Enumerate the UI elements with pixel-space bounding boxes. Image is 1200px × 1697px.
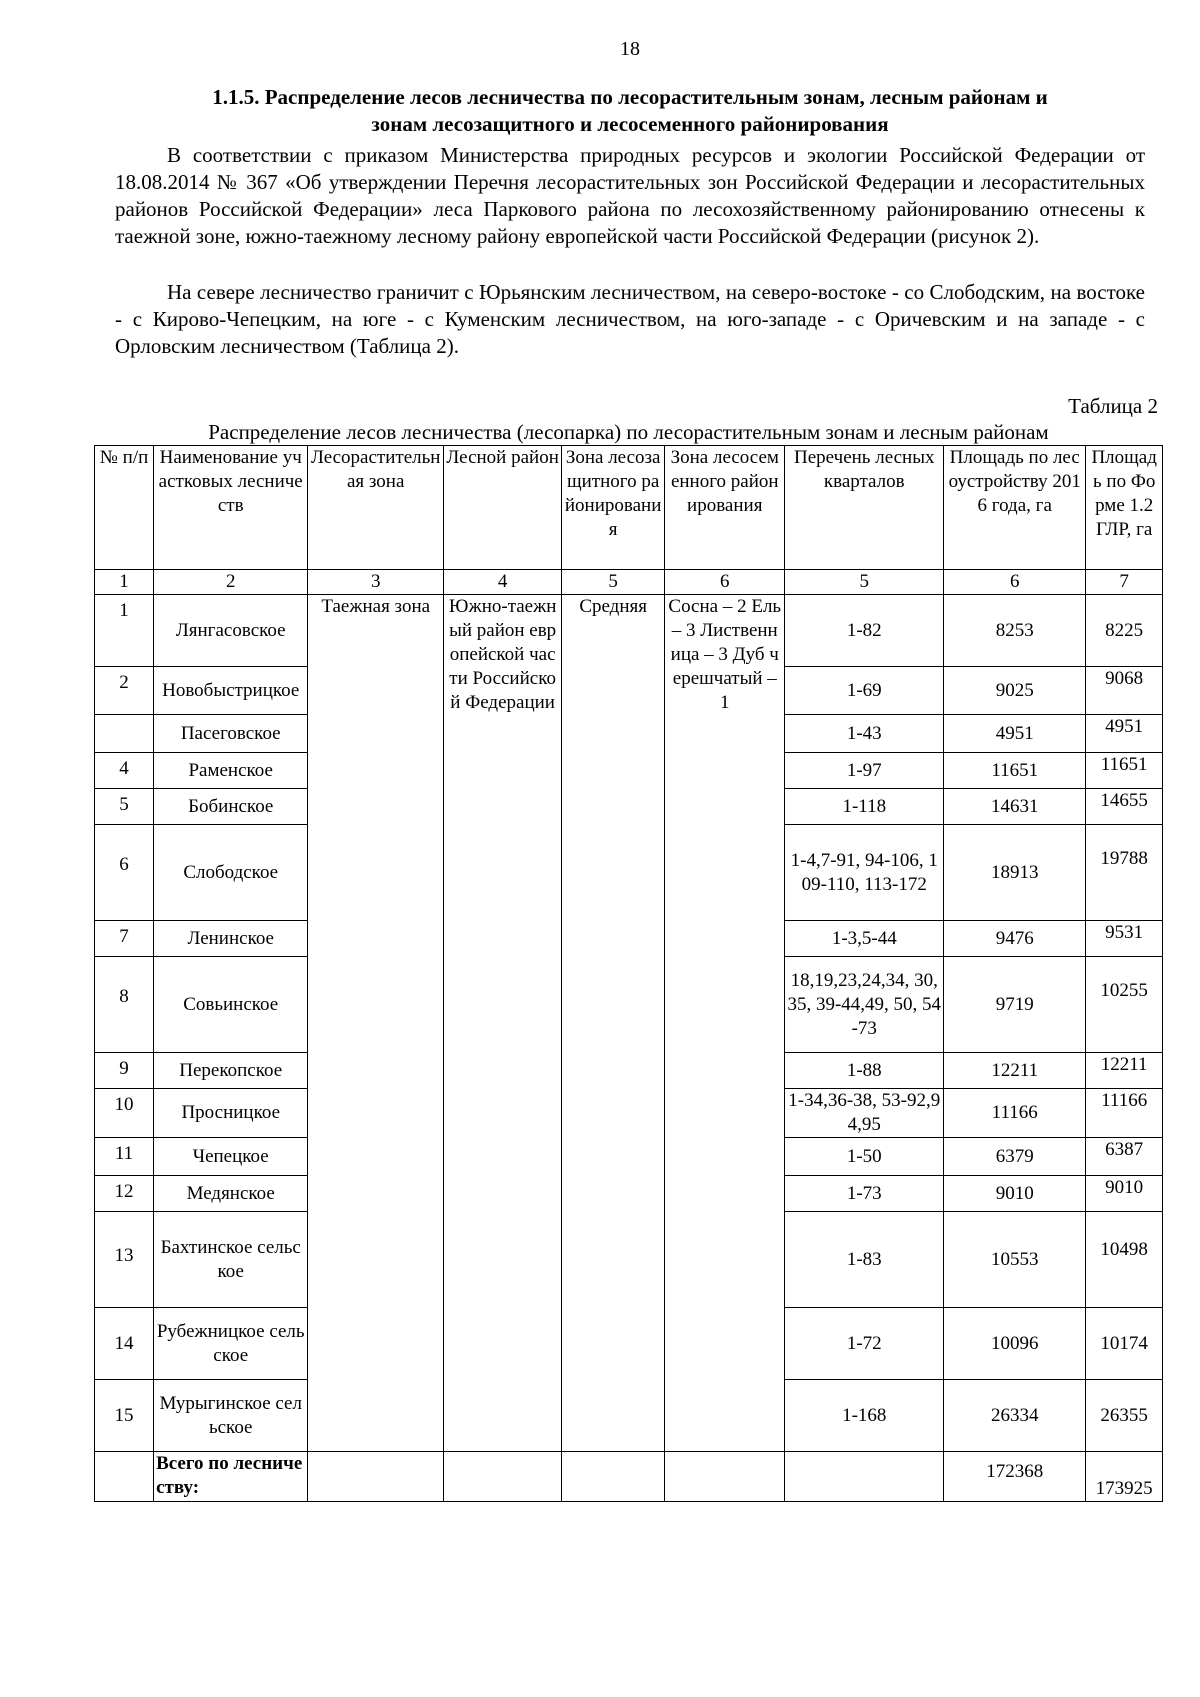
row-name: Слободское <box>154 825 308 921</box>
header-area-2016: Площадь по лесоустройству 2016 года, га <box>944 446 1086 570</box>
row-quarters: 1-168 <box>785 1380 944 1452</box>
row-area-glr: 10174 <box>1086 1308 1163 1380</box>
header-seed-zone: Зона лесосеменного районирования <box>665 446 785 570</box>
total-district <box>444 1452 562 1502</box>
row-number: 11 <box>95 1138 154 1176</box>
row-number: 9 <box>95 1053 154 1089</box>
row-number: 12 <box>95 1176 154 1212</box>
row-area-2016: 4951 <box>944 715 1086 753</box>
column-number: 5 <box>562 570 665 595</box>
row-area-glr: 4951 <box>1086 715 1163 753</box>
row-name: Ленинское <box>154 921 308 957</box>
header-district: Лесной район <box>444 446 562 570</box>
row-quarters: 1-72 <box>785 1308 944 1380</box>
row-area-glr: 9531 <box>1086 921 1163 957</box>
column-number: 3 <box>308 570 444 595</box>
total-zone <box>308 1452 444 1502</box>
row-number: 14 <box>95 1308 154 1380</box>
column-number: 2 <box>154 570 308 595</box>
column-number: 4 <box>444 570 562 595</box>
row-name: Чепецкое <box>154 1138 308 1176</box>
total-quarters <box>785 1452 944 1502</box>
row-number: 4 <box>95 753 154 789</box>
table-row <box>95 595 1163 667</box>
row-number <box>95 715 154 753</box>
row-area-glr: 10498 <box>1086 1212 1163 1308</box>
row-area-glr: 26355 <box>1086 1380 1163 1452</box>
header-quarters: Перечень лесных кварталов <box>785 446 944 570</box>
column-number: 6 <box>944 570 1086 595</box>
total-row <box>95 1452 1163 1502</box>
row-area-2016: 9025 <box>944 667 1086 715</box>
total-label: Всего по лесничеству: <box>154 1452 308 1502</box>
row-area-glr: 9068 <box>1086 667 1163 715</box>
row-number: 13 <box>95 1212 154 1308</box>
row-number: 7 <box>95 921 154 957</box>
row-area-2016: 14631 <box>944 789 1086 825</box>
total-seed-zone <box>665 1452 785 1502</box>
row-number: 2 <box>95 667 154 715</box>
column-number: 6 <box>665 570 785 595</box>
row-area-2016: 12211 <box>944 1053 1086 1089</box>
row-area-2016: 9476 <box>944 921 1086 957</box>
paragraph-borders: На севере лесничество граничит с Юрьянским лесничеством, на северо-востоке - со Слободским, на востоке - с Кирово-Чепецким, на юге - с Куменским лесничеством, на юго-западе - с Оричевским и на западе - с Орловским лесничеством (Таблица 2). <box>115 280 1145 358</box>
row-number: 8 <box>95 957 154 1053</box>
row-quarters: 1-50 <box>785 1138 944 1176</box>
row-name: Рубежницкое сельское <box>154 1308 308 1380</box>
row-number: 10 <box>95 1089 154 1138</box>
zone-cell: Таежная зона <box>308 595 444 1452</box>
table-caption: Распределение лесов лесничества (лесопарка) по лесорастительным зонам и лесным районам <box>208 420 1049 444</box>
row-quarters: 1-3,5-44 <box>785 921 944 957</box>
row-quarters: 1-69 <box>785 667 944 715</box>
forest-distribution-table <box>94 445 1163 1502</box>
district-cell: Южно-таежный район европейской части Российской Федерации <box>444 595 562 1452</box>
header-zone: Лесорастительная зона <box>308 446 444 570</box>
paragraph-regulation: В соответствии с приказом Министерства природных ресурсов и экологии Российской Федерации от 18.08.2014 № 367 «Об утверждении Перечня лесорастительных зон Российской Федерации и лесорастительных районов Российской Федерации» леса Паркового района по лесохозяйственному районированию отнесены к таежной зоне, южно-таежному лесному району европейской части Российской Федерации (рисунок 2). <box>115 143 1145 248</box>
row-area-glr: 19788 <box>1086 825 1163 921</box>
page-number: 18 <box>620 38 640 60</box>
row-area-glr: 11166 <box>1086 1089 1163 1138</box>
row-number: 1 <box>95 595 154 667</box>
row-area-glr: 10255 <box>1086 957 1163 1053</box>
row-area-2016: 6379 <box>944 1138 1086 1176</box>
header-name: Наименование участковых лесничеств <box>154 446 308 570</box>
row-number: 15 <box>95 1380 154 1452</box>
total-protection-zone <box>562 1452 665 1502</box>
row-quarters: 1-82 <box>785 595 944 667</box>
section-title <box>115 84 1145 138</box>
row-quarters: 1-97 <box>785 753 944 789</box>
row-quarters: 1-83 <box>785 1212 944 1308</box>
seed-zone-cell: Сосна – 2 Ель – 3 Лиственница – 3 Дуб черешчатый – 1 <box>665 595 785 1452</box>
total-area-2016: 172368 <box>944 1452 1086 1502</box>
column-number: 1 <box>95 570 154 595</box>
row-area-glr: 11651 <box>1086 753 1163 789</box>
column-number-row <box>95 570 1163 595</box>
row-name: Новобыстрицкое <box>154 667 308 715</box>
row-area-2016: 11166 <box>944 1089 1086 1138</box>
header-protection-zone: Зона лесозащитного районирования <box>562 446 665 570</box>
header-row <box>95 446 1163 570</box>
column-number: 7 <box>1086 570 1163 595</box>
row-name: Перекопское <box>154 1053 308 1089</box>
row-quarters: 1-4,7-91, 94-106, 109-110, 113-172 <box>785 825 944 921</box>
header-num: № п/п <box>95 446 154 570</box>
row-area-2016: 18913 <box>944 825 1086 921</box>
total-num <box>95 1452 154 1502</box>
row-quarters: 1-34,36-38, 53-92,94,95 <box>785 1089 944 1138</box>
row-name: Бобинское <box>154 789 308 825</box>
section-title-line-1: 1.1.5. Распределение лесов лесничества по лесорастительным зонам, лесным районам и <box>212 85 1048 109</box>
row-area-2016: 10553 <box>944 1212 1086 1308</box>
row-number: 5 <box>95 789 154 825</box>
total-area-glr: 173925 <box>1086 1452 1163 1502</box>
row-area-2016: 26334 <box>944 1380 1086 1452</box>
row-area-2016: 10096 <box>944 1308 1086 1380</box>
row-area-2016: 9719 <box>944 957 1086 1053</box>
row-quarters: 1-88 <box>785 1053 944 1089</box>
row-quarters: 1-73 <box>785 1176 944 1212</box>
row-area-2016: 8253 <box>944 595 1086 667</box>
row-area-2016: 11651 <box>944 753 1086 789</box>
section-title-line-2: зонам лесозащитного и лесосеменного районирования <box>371 112 889 136</box>
row-quarters: 18,19,23,24,34, 30,35, 39-44,49, 50, 54-73 <box>785 957 944 1053</box>
row-area-glr: 12211 <box>1086 1053 1163 1089</box>
row-name: Медянское <box>154 1176 308 1212</box>
row-area-glr: 14655 <box>1086 789 1163 825</box>
row-area-glr: 8225 <box>1086 595 1163 667</box>
row-name: Пасеговское <box>154 715 308 753</box>
row-area-glr: 9010 <box>1086 1176 1163 1212</box>
row-name: Просницкое <box>154 1089 308 1138</box>
row-quarters: 1-118 <box>785 789 944 825</box>
row-name: Раменское <box>154 753 308 789</box>
row-name: Совьинское <box>154 957 308 1053</box>
row-name: Лянгасовское <box>154 595 308 667</box>
column-number: 5 <box>785 570 944 595</box>
protection-zone-cell: Средняя <box>562 595 665 1452</box>
row-name: Мурыгинское сельское <box>154 1380 308 1452</box>
header-area-glr: Площадь по Форме 1.2 ГЛР, га <box>1086 446 1163 570</box>
row-name: Бахтинское сельское <box>154 1212 308 1308</box>
row-area-glr: 6387 <box>1086 1138 1163 1176</box>
row-quarters: 1-43 <box>785 715 944 753</box>
row-number: 6 <box>95 825 154 921</box>
row-area-2016: 9010 <box>944 1176 1086 1212</box>
table-number: Таблица 2 <box>1068 394 1158 418</box>
